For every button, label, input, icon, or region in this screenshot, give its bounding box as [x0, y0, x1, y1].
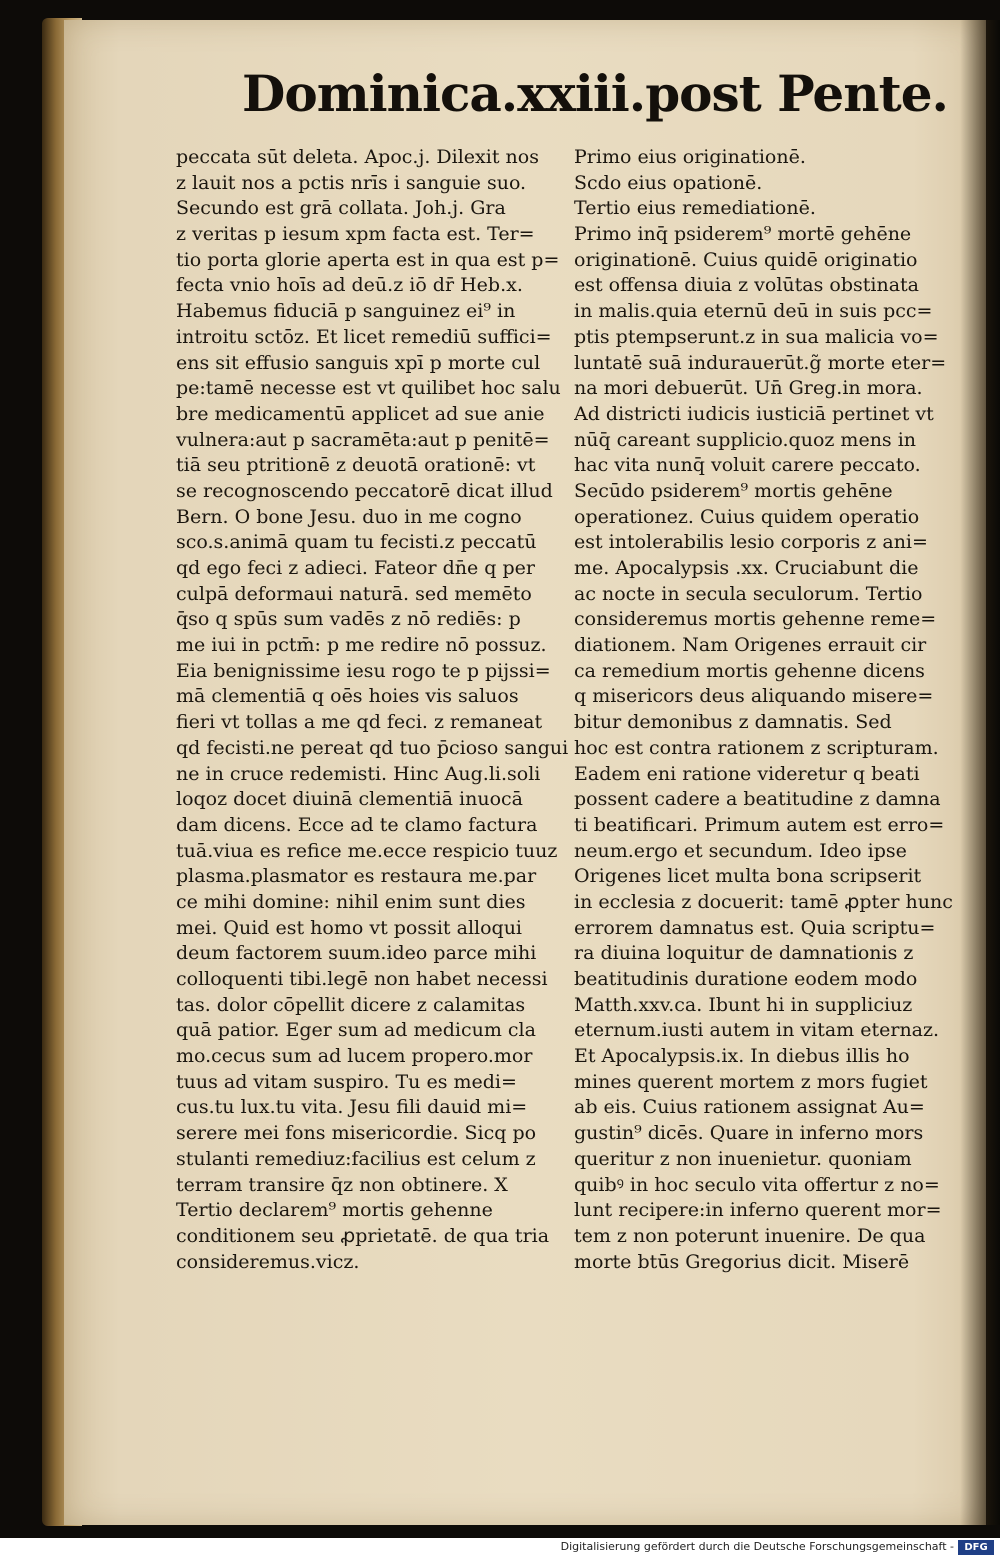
- text-line: in malis.quia eternū deū in suis pcc=: [574, 300, 933, 323]
- text-line: morte btūs Gregorius dicit. Miserē: [574, 1250, 910, 1273]
- text-line: eternum.iusti autem in vitam eternaz.: [574, 1019, 940, 1042]
- text-line: fecta vnio hoīs ad deū.z iō dr̄ Heb.x.: [176, 274, 523, 297]
- text-line: Tertio declarem⁹ mortis gehenne: [176, 1199, 493, 1222]
- text-line: terram transire q̄z non obtinere. X: [176, 1173, 508, 1196]
- text-line: serere mei fons misericordie. Sicq po: [176, 1122, 537, 1145]
- text-line: Ad districti iudicis iusticiā pertinet vt: [574, 402, 934, 425]
- text-line: z veritas p iesum xpm facta est. Ter=: [176, 223, 535, 246]
- text-line: ce mihi domine: nihil enim sunt dies: [176, 890, 526, 913]
- running-head: Dominica.xxiii.post Pente.: [242, 64, 948, 123]
- digitization-footer: [0, 1538, 1000, 1558]
- text-line: stulanti remediuz:facilius est celum z: [176, 1147, 536, 1170]
- text-line: fieri vt tollas a me qd feci. z remaneat: [176, 711, 543, 734]
- text-line: culpā deformaui naturā. sed memēto: [176, 582, 532, 605]
- funding-credit: Digitalisierung gefördert durch die Deutsche Forschungsgemeinschaft -: [560, 1540, 954, 1553]
- text-line: q̄so q spūs sum vadēs z nō rediēs: p: [176, 608, 521, 631]
- text-line: consideremus mortis gehenne reme=: [574, 608, 937, 631]
- text-line: tas. dolor cōpellit dicere z calamitas: [176, 993, 526, 1016]
- text-line: quā patior. Eger sum ad medicum cla: [176, 1019, 536, 1042]
- text-line: neum.ergo et secundum. Ideo ipse: [574, 839, 907, 862]
- text-line: tem z non poterunt inuenire. De qua: [574, 1224, 926, 1247]
- text-line: Eia benignissime iesu rogo te p pijssi=: [176, 659, 551, 682]
- text-column-right: [574, 145, 966, 1275]
- text-line: ac nocte in secula seculorum. Tertio: [574, 582, 923, 605]
- text-line: ab eis. Cuius rationem assignat Au=: [574, 1096, 925, 1119]
- text-line: tuus ad vitam suspiro. Tu es medi=: [176, 1070, 517, 1093]
- text-line: lunt recipere:in inferno querent mor=: [574, 1199, 942, 1222]
- text-line: queritur z non inuenietur. quoniam: [574, 1147, 912, 1170]
- text-line: qd fecisti.ne pereat qd tuo p̄cioso sangui: [176, 736, 569, 759]
- text-line: nūq̄ careant supplicio.quoz mens in: [574, 428, 917, 451]
- text-line: mā clementiā q oēs hoies vis saluos: [176, 685, 519, 708]
- text-line: pe:tamē necesse est vt quilibet hoc salu: [176, 377, 561, 400]
- text-line: consideremus.vicz.: [176, 1250, 360, 1273]
- text-line: vulnera:aut p sacramēta:aut p penitē=: [176, 428, 550, 451]
- text-line: errorem damnatus est. Quia scriptu=: [574, 916, 936, 939]
- text-line: ptis ptempserunt.z in sua malicia vo=: [574, 325, 939, 348]
- text-line: ra diuina loquitur de damnationis z: [574, 942, 914, 965]
- text-line: hac vita nunq̄ voluit carere peccato.: [574, 454, 921, 477]
- text-line: conditionem seu ꝓprietatē. de qua tria: [176, 1224, 550, 1247]
- text-line: Eadem eni ratione videretur q beati: [574, 762, 920, 785]
- text-line: Habemus fiduciā p sanguinez ei⁹ in: [176, 300, 516, 323]
- text-line: bitur demonibus z damnatis. Sed: [574, 711, 892, 734]
- text-line: tiā seu ptritionē z deuotā orationē: vt: [176, 454, 536, 477]
- text-line: ca remedium mortis gehenne dicens: [574, 659, 925, 682]
- text-line: mei. Quid est homo vt possit alloqui: [176, 916, 523, 939]
- text-line: luntatē suā indurauerūt.g̃ morte eter=: [574, 351, 947, 374]
- text-line: loqoz docet diuinā clementiā inuocā: [176, 788, 523, 811]
- text-line: introitu sctōz. Et licet remediū suffici=: [176, 325, 552, 348]
- text-line: Bern. O bone Jesu. duo in me cogno: [176, 505, 522, 528]
- text-line: na mori debuerūt. Un̄ Greg.in mora.: [574, 377, 923, 400]
- text-line: operationez. Cuius quidem operatio: [574, 505, 920, 528]
- text-line: dam dicens. Ecce ad te clamo factura: [176, 813, 538, 836]
- text-line: me. Apocalypsis .xx. Cruciabunt die: [574, 557, 919, 579]
- dfg-logo: DFG: [958, 1540, 994, 1555]
- text-line: est offensa diuia z volūtas obstinata: [574, 274, 920, 297]
- text-line: mines querent mortem z mors fugiet: [574, 1070, 928, 1093]
- text-line: hoc est contra rationem z scripturam.: [574, 736, 939, 759]
- text-line: Origenes licet multa bona scripserit: [574, 865, 922, 888]
- text-line: q misericors deus aliquando misere=: [574, 685, 934, 708]
- text-line: deum factorem suum.ideo parce mihi: [176, 942, 537, 965]
- text-column-left: [176, 145, 571, 1275]
- text-line: tuā.viua es refice me.ecce respicio tuuz: [176, 839, 558, 862]
- text-line: Primo inq̄ psiderem⁹ mortē gehēne: [574, 223, 912, 246]
- text-line: gustin⁹ dicēs. Quare in inferno mors: [574, 1122, 924, 1145]
- text-line: bre medicamentū applicet ad sue anie: [176, 402, 545, 425]
- text-line: Secūdo psiderem⁹ mortis gehēne: [574, 479, 893, 502]
- text-line: diationem. Nam Origenes errauit cir: [574, 634, 927, 657]
- text-line: Tertio eius remediationē.: [574, 197, 816, 220]
- text-line: Matth.xxv.ca. Ibunt hi in suppliciuz: [574, 993, 913, 1016]
- text-line: plasma.plasmator es restaura me.par: [176, 865, 537, 888]
- text-line: possent cadere a beatitudine z damna: [574, 788, 941, 811]
- text-line: Scdo eius opationē.: [574, 171, 763, 194]
- text-line: ens sit effusio sanguis xpī p morte cul: [176, 351, 541, 374]
- text-line: beatitudinis duratione eodem modo: [574, 968, 918, 990]
- text-line: qd ego feci z adieci. Fateor dn̄e q per: [176, 557, 535, 579]
- text-line: ne in cruce redemisti. Hinc Aug.li.soli: [176, 762, 541, 785]
- text-line: tio porta glorie aperta est in qua est p=: [176, 248, 560, 271]
- text-line: me iui in pctm̄: p me redire nō possuz.: [176, 634, 547, 657]
- text-line: Secundo est grā collata. Joh.j. Gra: [176, 197, 506, 220]
- text-line: ti beatificari. Primum autem est erro=: [574, 813, 945, 836]
- page-shadow-edge: [960, 20, 1000, 1525]
- text-line: mo.cecus sum ad lucem propero.mor: [176, 1045, 533, 1068]
- text-line: cus.tu lux.tu vita. Jesu fili dauid mi=: [176, 1096, 528, 1119]
- text-line: in ecclesia z docuerit: tamē ꝓpter hunc: [574, 890, 953, 913]
- text-line: originationē. Cuius quidē originatio: [574, 248, 918, 271]
- text-line: colloquenti tibi.legē non habet necessi: [176, 968, 548, 990]
- text-line: est intolerabilis lesio corporis z ani=: [574, 531, 928, 554]
- text-line: Primo eius originationē.: [574, 146, 806, 168]
- text-line: sco.s.animā quam tu fecisti.z peccatū: [176, 531, 537, 554]
- text-line: peccata sūt deleta. Apoc.j. Dilexit nos: [176, 146, 539, 168]
- text-line: quibꝰ in hoc seculo vita offertur z no=: [574, 1173, 940, 1196]
- text-line: z lauit nos a pctis nrīs i sanguie suo.: [176, 171, 527, 194]
- text-line: se recognoscendo peccatorē dicat illud: [176, 479, 553, 502]
- text-line: Et Apocalypsis.ix. In diebus illis ho: [574, 1045, 910, 1068]
